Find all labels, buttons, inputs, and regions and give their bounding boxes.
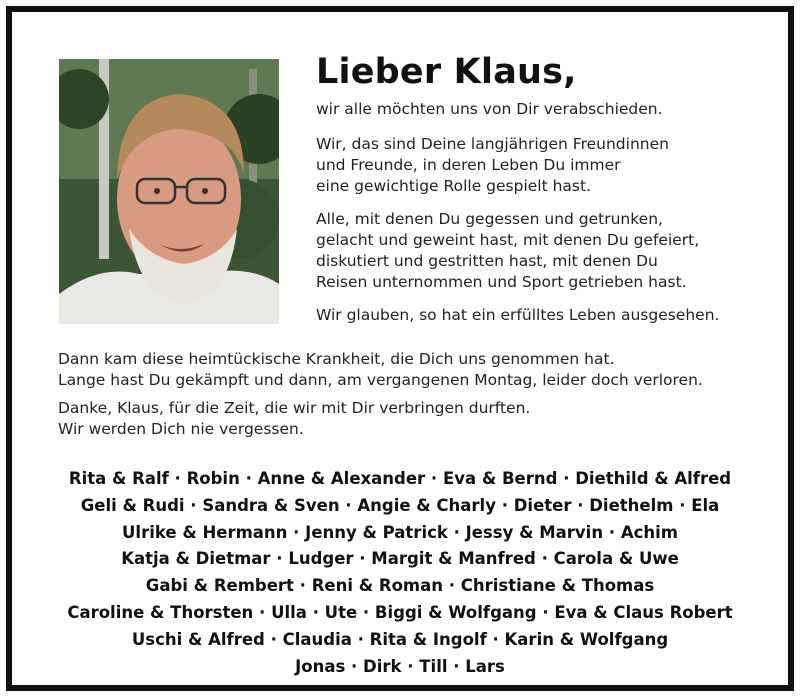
text-line: eine gewichtige Rolle gespielt hast.	[316, 177, 591, 195]
text-line: Wir werden Dich nie vergessen.	[58, 420, 304, 438]
text-line: Wir glauben, so hat ein erfülltes Leben ausgesehen.	[316, 306, 720, 324]
signatories-line: Geli & Rudi · Sandra & Sven · Angie & Charly · Dieter · Diethelm · Ela	[80, 495, 720, 515]
signatories-line: Jonas · Dirk · Till · Lars	[295, 656, 505, 676]
signatories-line: Gabi & Rembert · Reni & Roman · Christiane & Thomas	[145, 576, 655, 596]
paragraph-memories	[316, 209, 699, 293]
signatories-line: Uschi & Alfred · Claudia · Rita & Ingolf · Karin & Wolfgang	[131, 629, 669, 649]
obituary-notice	[6, 6, 794, 691]
text-line: Danke, Klaus, für die Zeit, die wir mit Dir verbringen durften.	[58, 399, 531, 417]
paragraph-thanks	[58, 398, 530, 440]
signatories-line: Rita & Ralf · Robin · Anne & Alexander · Eva & Bernd · Diethild & Alfred	[68, 469, 732, 488]
text-line: gelacht und geweint hast, mit denen Du gefeiert,	[316, 231, 700, 249]
text-line: Lange hast Du gekämpft und dann, am vergangenen Montag, leider doch verloren.	[58, 371, 703, 389]
text-line: wir alle möchten uns von Dir verabschieden.	[316, 100, 663, 118]
text-line: Wir, das sind Deine langjährigen Freundinnen	[316, 135, 669, 153]
text-line: und Freunde, in deren Leben Du immer	[316, 156, 621, 174]
signatories-line: Ulrike & Hermann · Jenny & Patrick · Jessy & Marvin · Achim	[122, 522, 678, 542]
paragraph-friends	[316, 134, 669, 197]
paragraph-illness	[58, 349, 703, 391]
intro-text	[316, 99, 663, 120]
text-line: diskutiert und gestritten hast, mit denen Du	[316, 252, 658, 270]
portrait-photo	[59, 59, 279, 324]
signatories-list	[12, 466, 788, 680]
paragraph-fulfilled-life	[316, 305, 719, 326]
signatories-line: Katja & Dietmar · Ludger · Margit & Manfred · Carola & Uwe	[121, 549, 679, 569]
text-line: Alle, mit denen Du gegessen und getrunken,	[316, 210, 663, 228]
text-line: Reisen unternommen und Sport getrieben hast.	[316, 273, 687, 291]
text-line: Dann kam diese heimtückische Krankheit, die Dich uns genommen hat.	[58, 350, 615, 368]
page-title: Lieber Klaus,	[316, 52, 577, 92]
signatories-line: Caroline & Thorsten · Ulla · Ute · Biggi & Wolfgang · Eva & Claus Robert	[67, 602, 733, 622]
